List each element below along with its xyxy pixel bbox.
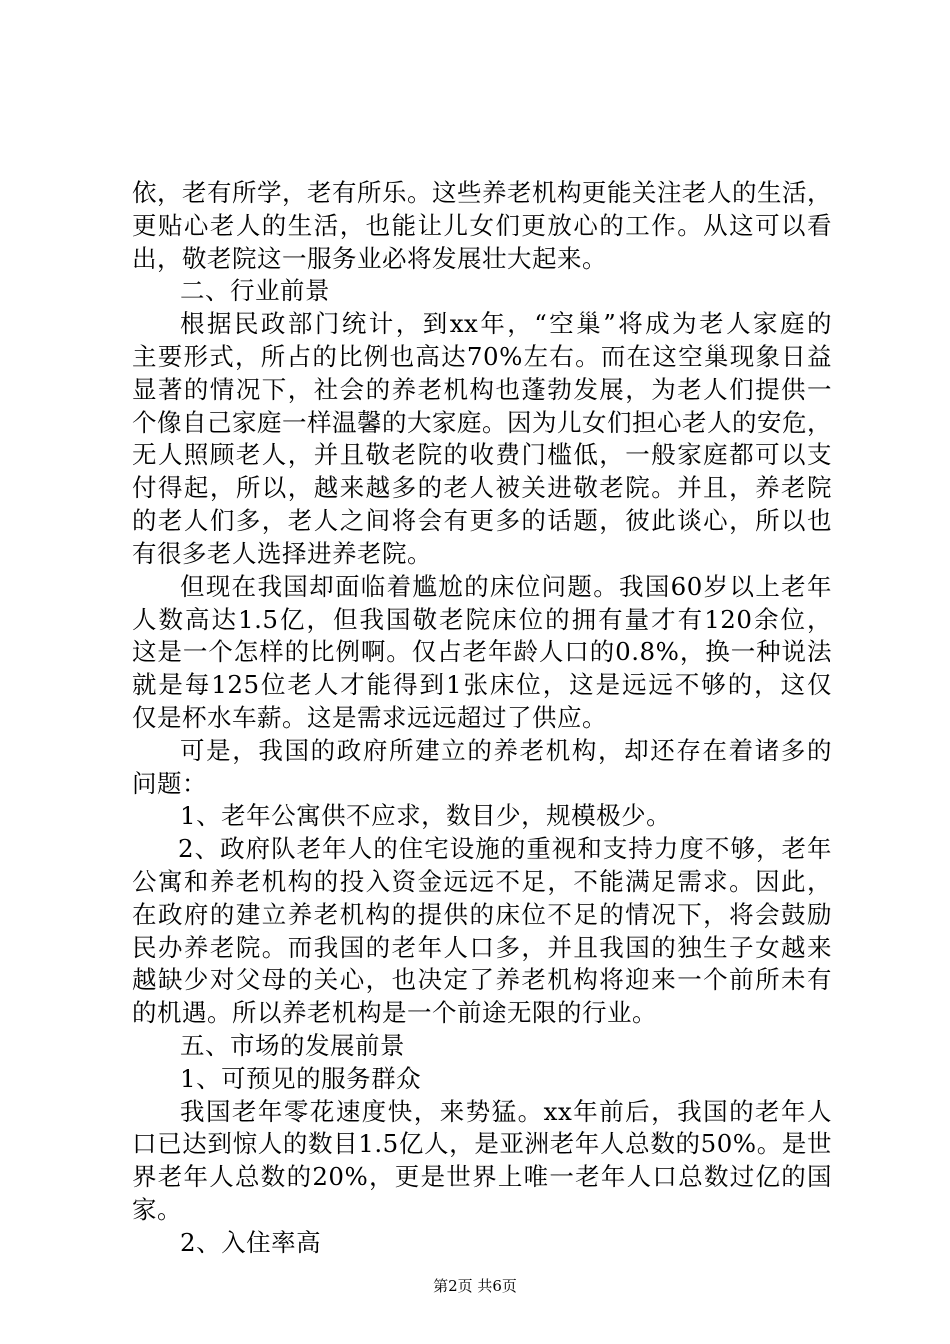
body-line: 这是一个怎样的比例啊。仅占老年龄人口的0.8%，换一种说法	[132, 637, 832, 667]
body-line: 个像自己家庭一样温馨的大家庭。因为儿女们担心老人的安危，	[132, 407, 832, 437]
body-line: 无人照顾老人，并且敬老院的收费门槛低，一般家庭都可以支	[132, 440, 832, 470]
body-line: 口已达到惊人的数目1.5亿人，是亚洲老年人总数的50%。是世	[132, 1129, 832, 1159]
body-line: 在政府的建立养老机构的提供的床位不足的情况下，将会鼓励	[132, 899, 832, 929]
body-line: 公寓和养老机构的投入资金远远不足，不能满足需求。因此，	[132, 867, 832, 896]
body-line: 但现在我国却面临着尴尬的床位问题。我国60岁以上老年	[180, 571, 832, 601]
body-line: 的老人们多，老人之间将会有更多的话题，彼此谈心，所以也	[132, 506, 832, 536]
section-heading: 二、行业前景	[180, 276, 330, 306]
body-line: 付得起，所以，越来越多的老人被关进敬老院。并且，养老院	[132, 473, 832, 503]
body-line: 人数高达1.5亿，但我国敬老院床位的拥有量才有120余位，	[132, 604, 832, 634]
body-line: 根据民政部门统计，到xx年，“空巢”将成为老人家庭的	[180, 309, 832, 339]
body-line: 家。	[132, 1195, 182, 1225]
body-line: 民办养老院。而我国的老年人口多，并且我国的独生子女越来	[132, 932, 832, 962]
body-line: 依，老有所学，老有所乐。这些养老机构更能关注老人的生活，	[132, 178, 832, 207]
body-line: 界老年人总数的20%，更是世界上唯一老年人口总数过亿的国	[132, 1162, 832, 1192]
list-item: 1、老年公寓供不应求，数目少，规模极少。	[180, 801, 672, 831]
body-line: 有很多老人选择进养老院。	[132, 538, 432, 568]
subsection-heading: 2、入住率高	[180, 1227, 322, 1257]
body-line: 的机遇。所以养老机构是一个前途无限的行业。	[132, 998, 657, 1028]
list-item: 2、政府队老年人的住宅设施的重视和支持力度不够，老年	[178, 834, 832, 864]
body-line: 仅是杯水车薪。这是需求远远超过了供应。	[132, 702, 607, 732]
body-line: 可是，我国的政府所建立的养老机构，却还存在着诸多的	[180, 735, 832, 765]
subsection-heading: 1、可预见的服务群众	[180, 1063, 422, 1093]
page-number: 第2页 共6页	[433, 1277, 517, 1295]
body-line: 越缺少对父母的关心，也决定了养老机构将迎来一个前所未有	[132, 965, 832, 995]
body-line: 就是每125位老人才能得到1张床位，这是远远不够的，这仅	[132, 670, 832, 700]
body-line: 主要形式，所占的比例也高达70%左右。而在这空巢现象日益	[132, 342, 832, 372]
section-heading: 五、市场的发展前景	[180, 1031, 405, 1061]
body-line: 问题：	[132, 768, 207, 798]
body-line: 更贴心老人的生活，也能让儿女们更放心的工作。从这可以看	[132, 210, 832, 240]
body-line: 显著的情况下，社会的养老机构也蓬勃发展，为老人们提供一	[132, 374, 832, 404]
body-line: 出，敬老院这一服务业必将发展壮大起来。	[132, 243, 607, 273]
body-line: 我国老年零花速度快，来势猛。xx年前后，我国的老年人	[180, 1096, 832, 1126]
